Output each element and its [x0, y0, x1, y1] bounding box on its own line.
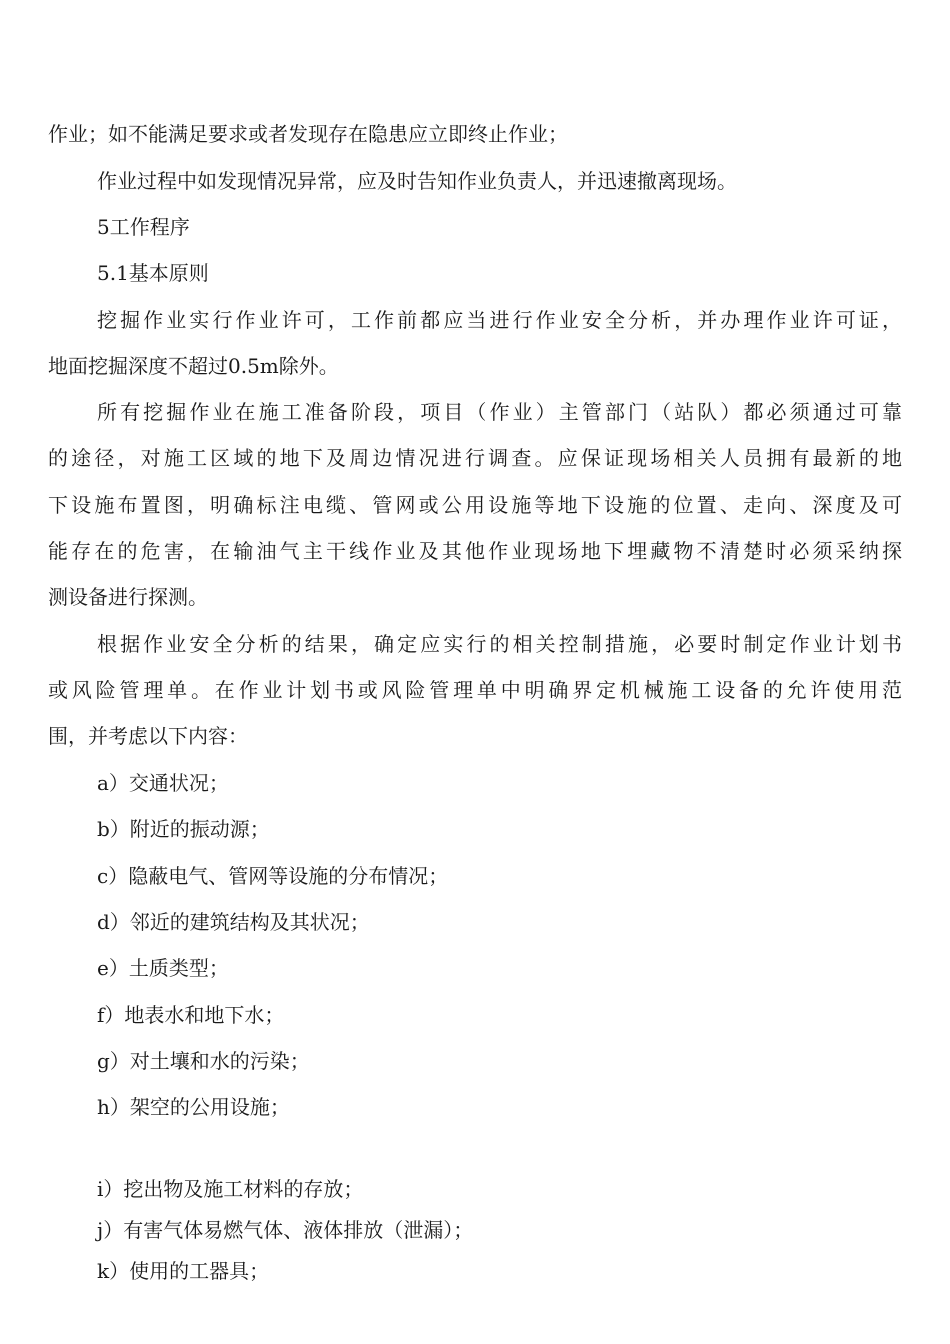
list-item-h: h）架空的公用设施； — [97, 1095, 290, 1119]
paragraph-abnormal-evacuate: 作业过程中如发现情况异常，应及时告知作业负责人，并迅速撤离现场。 — [97, 169, 737, 193]
list-item-g: g）对土壤和水的污染； — [97, 1049, 310, 1073]
list-item-f: f）地表水和地下水； — [97, 1003, 285, 1027]
paragraph-survey-line-1: 所有挖掘作业在施工准备阶段，项目（作业）主管部门（站队）都必须通过可靠 — [97, 400, 902, 424]
text-line-continuation: 作业；如不能满足要求或者发现存在隐患应立即终止作业； — [48, 122, 568, 146]
paragraph-permit-line-1: 挖掘作业实行作业许可，工作前都应当进行作业安全分析，并办理作业许可证， — [97, 308, 902, 332]
section-heading-5: 5工作程序 — [97, 215, 190, 239]
paragraph-survey-line-4: 能存在的危害，在输油气主干线作业及其他作业现场地下埋藏物不清楚时必须采纳探 — [48, 539, 902, 563]
paragraph-permit-line-2: 地面挖掘深度不超过0.5m除外。 — [48, 354, 339, 378]
list-item-e: e）土质类型； — [97, 956, 229, 980]
list-item-i: i）挖出物及施工材料的存放； — [97, 1177, 364, 1201]
list-item-j: j）有害气体易燃气体、液体排放（泄漏）； — [97, 1218, 474, 1242]
list-item-a: a）交通状况； — [97, 771, 229, 795]
paragraph-control-line-2: 或风险管理单。在作业计划书或风险管理单中明确界定机械施工设备的允许使用范 — [48, 678, 902, 702]
list-item-k: k）使用的工器具； — [97, 1259, 270, 1283]
list-item-b: b）附近的振动源； — [97, 817, 270, 841]
paragraph-survey-line-3: 下设施布置图，明确标注电缆、管网或公用设施等地下设施的位置、走向、深度及可 — [48, 493, 902, 517]
section-heading-5-1: 5.1基本原则 — [97, 261, 209, 285]
paragraph-survey-line-5: 测设备进行探测。 — [48, 585, 208, 609]
paragraph-control-line-1: 根据作业安全分析的结果，确定应实行的相关控制措施，必要时制定作业计划书 — [97, 632, 902, 656]
paragraph-control-line-3: 围，并考虑以下内容： — [48, 724, 248, 748]
list-item-d: d）邻近的建筑结构及其状况； — [97, 910, 370, 934]
list-item-c: c）隐蔽电气、管网等设施的分布情况； — [97, 864, 449, 888]
paragraph-survey-line-2: 的途径，对施工区域的地下及周边情况进行调查。应保证现场相关人员拥有最新的地 — [48, 446, 902, 470]
